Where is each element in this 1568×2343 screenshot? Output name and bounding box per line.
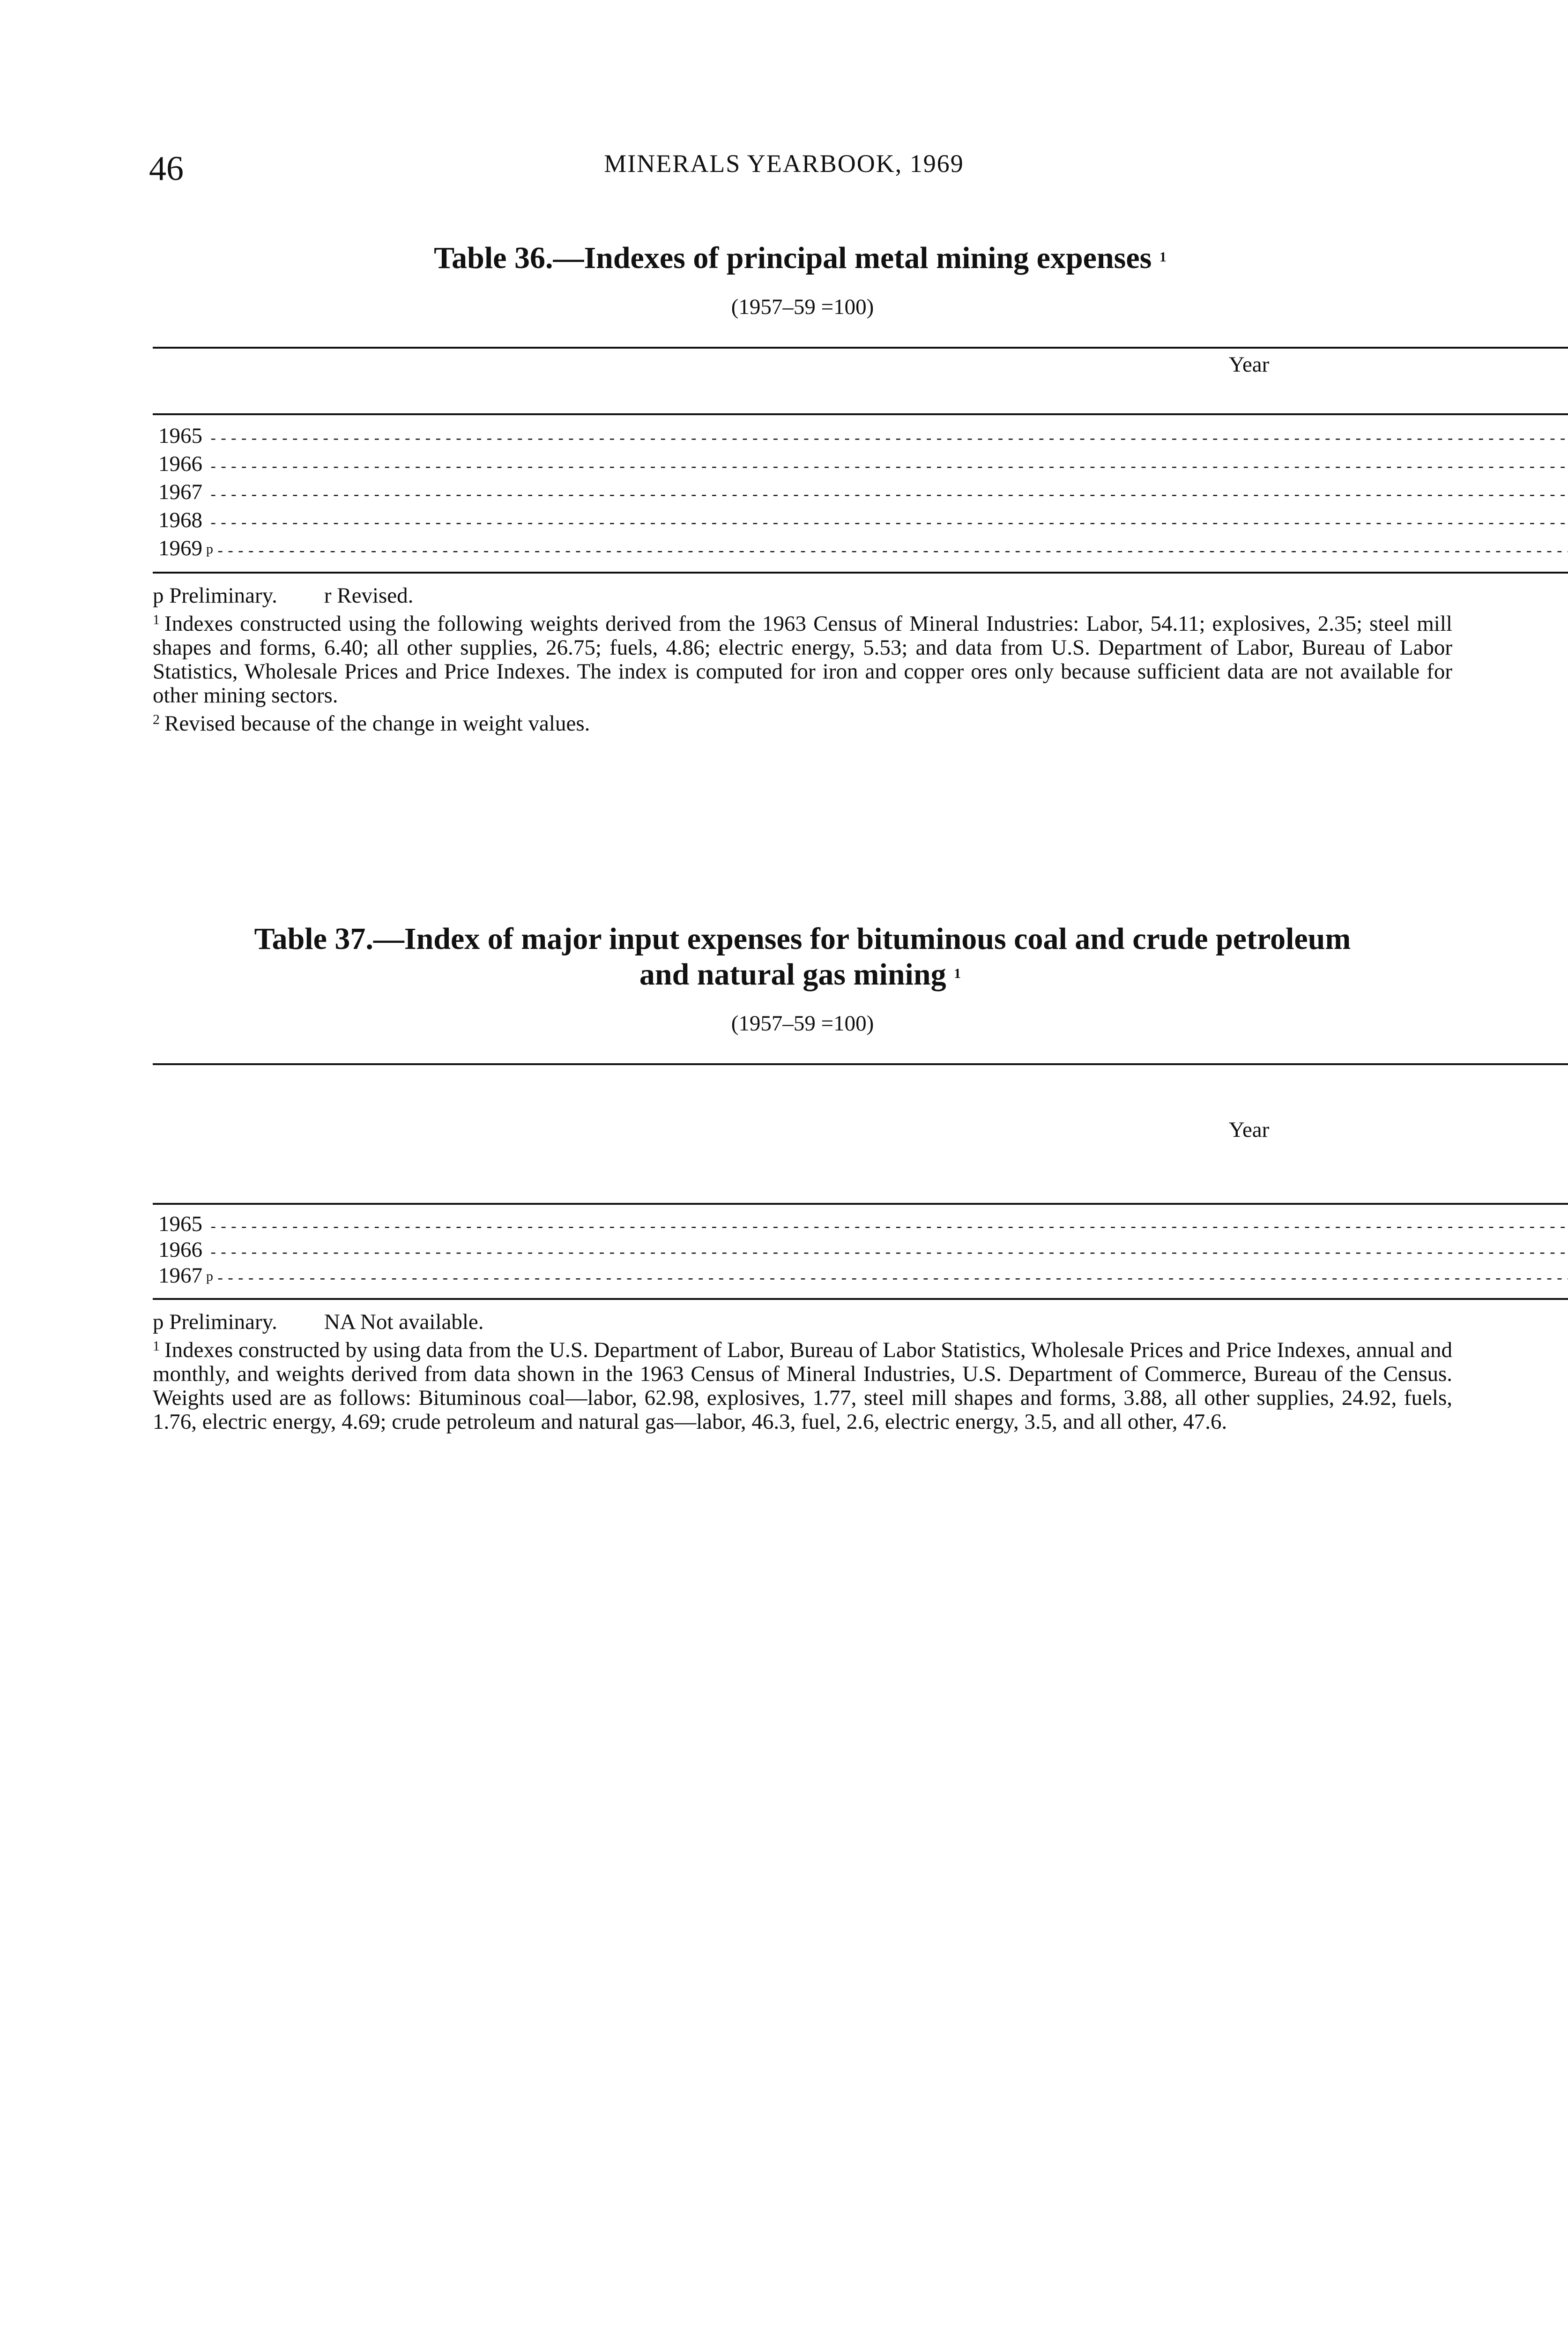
year-cell: 1966 - - - bbox=[153, 451, 1568, 479]
table-37 bbox=[153, 922, 1452, 1434]
table-36-grid bbox=[153, 347, 1568, 574]
year-cell: 1968 - - - bbox=[153, 507, 1568, 535]
table-37-title: Table 37.—Index of major input expenses for bituminous coal and crude petroleum and natural gas mining $^1$ bbox=[254, 922, 1351, 992]
footnote-preliminary: p Preliminary. bbox=[153, 1310, 277, 1334]
table-37-footnotes bbox=[153, 1310, 1452, 1434]
table-row bbox=[153, 1238, 1568, 1264]
page-number: 46 bbox=[149, 149, 184, 188]
footnote-1: $^1$ Indexes constructed by using data from the U.S. Department of Labor, Bureau of Labor Statistics, Wholesale Prices and Price Indexes, annual and monthly, and weights derived from data shown in the 1963 Census of Mineral Industries, U.S. Department of Commerce, Bureau of the Census. Weights used are as follows: Bituminous coal—labor, 62.98, explosives, 1.77, steel mill shapes and forms, 3.88, all other supplies, 24.92, fuels, 1.76, electric energy, 4.69; crude petroleum and natural gas—labor, 46.3, fuel, 2.6, electric energy, 3.5, and all other, 47.6. bbox=[153, 1338, 1452, 1434]
table-36-title: Table 36.—Indexes of principal metal mining expenses $^1$ bbox=[434, 241, 1167, 275]
col-header-year: Year bbox=[1228, 1118, 1270, 1142]
table-row bbox=[153, 1204, 1568, 1238]
table-36-base: (1957–59 =100) bbox=[731, 295, 874, 319]
table-36-header-row bbox=[153, 348, 1568, 414]
footnote-not-available: NA Not available. bbox=[324, 1310, 484, 1334]
table-row bbox=[153, 451, 1568, 479]
col-header-year: Year bbox=[1228, 352, 1270, 377]
footnote-revised: r Revised. bbox=[324, 583, 414, 608]
table-37-grid bbox=[153, 1063, 1568, 1300]
footnote-2: $^2$ Revised because of the change in weight values. bbox=[153, 711, 590, 736]
table-row bbox=[153, 1264, 1568, 1299]
year-cell: 1965 - - - bbox=[153, 414, 1568, 451]
year-cell: 1965 - - - bbox=[153, 1204, 1568, 1238]
table-36 bbox=[153, 240, 1452, 736]
table-row bbox=[153, 414, 1568, 451]
year-cell: 1967 p - - - bbox=[153, 1264, 1568, 1299]
table-37-header-row bbox=[153, 1064, 1568, 1204]
year-cell: 1969 p - - - bbox=[153, 535, 1568, 573]
table-37-base: (1957–59 =100) bbox=[731, 1011, 874, 1036]
year-cell: 1967 - - - bbox=[153, 479, 1568, 507]
running-head: MINERALS YEARBOOK, 1969 bbox=[604, 149, 964, 178]
table-row bbox=[153, 479, 1568, 507]
table-row bbox=[153, 535, 1568, 573]
table-36-footnotes bbox=[153, 584, 1452, 736]
footnote-preliminary: p Preliminary. bbox=[153, 583, 277, 608]
table-row bbox=[153, 507, 1568, 535]
year-cell: 1966 - - - bbox=[153, 1238, 1568, 1264]
footnote-1: $^1$ Indexes constructed using the following weights derived from the 1963 Census of Mineral Industries: Labor, 54.11; explosives, 2.35; steel mill shapes and forms, 6.40; all other supplies, 26.75; fuels, 4.86; electric energy, 5.53; and data from U.S. Department of Labor, Bureau of Labor Statistics, Wholesale Prices and Price Indexes. The index is computed for iron and copper ores only because sufficient data are not available for other mining sectors. bbox=[153, 612, 1452, 708]
